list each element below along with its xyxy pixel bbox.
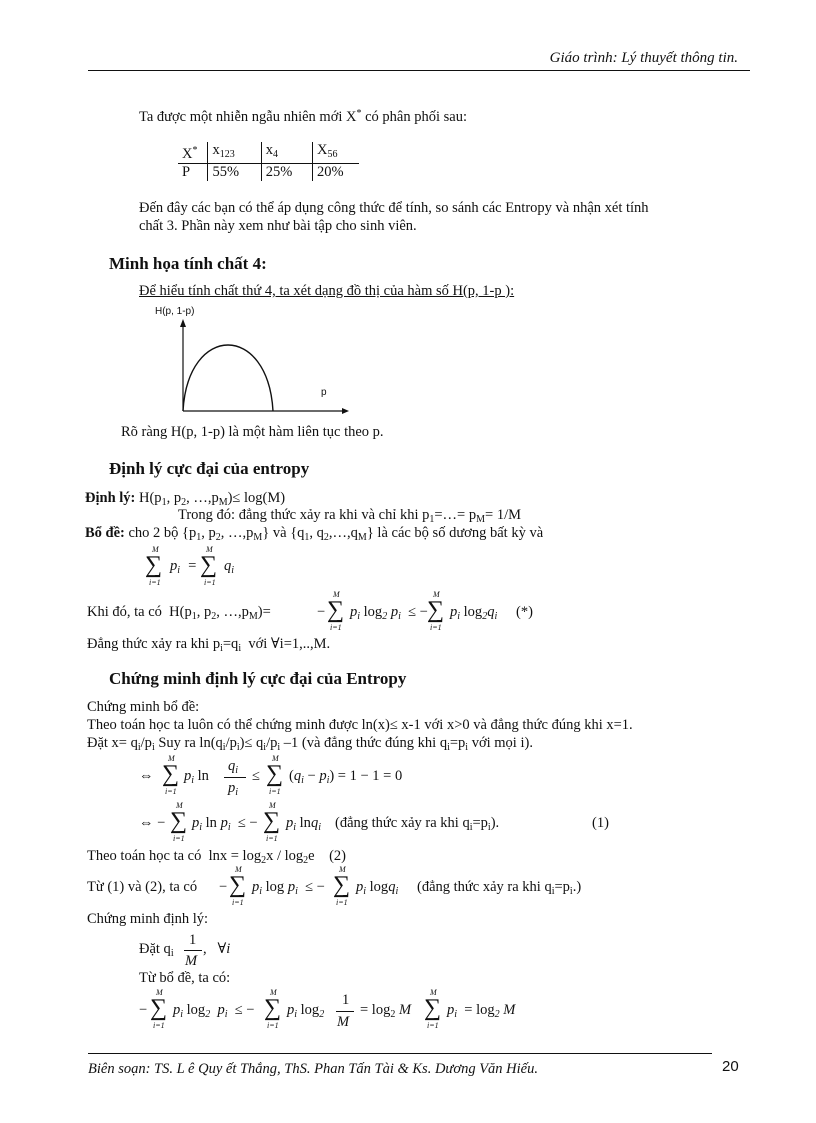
dist-row-label: P: [182, 164, 191, 180]
theorem-where: Trong đó: đẳng thức xảy ra khi và chỉ khi $p_1=\dots= p_M= 1/M$: [178, 507, 521, 525]
star-label: (*): [516, 604, 533, 620]
header-rule: [88, 70, 750, 71]
dist-cell-x123: 55%: [208, 164, 261, 182]
proof-line-d: Từ (1) và (2), ta có: [87, 879, 198, 895]
graph-x-label: p: [321, 387, 327, 398]
footer-authors: Biên soạn: TS. L ê Quy ết Thắng, ThS. Phan Tấn Tài & Ks. Dương Văn Hiếu.: [88, 1061, 538, 1077]
intro-text: Ta được một nhiễn ngẫu nhiên mới X* có phân phối sau:: [139, 108, 468, 125]
graph-y-label: H(p, 1-p): [155, 306, 195, 317]
eq1-number: (1): [592, 815, 609, 831]
from-lemma: Từ bổ đề, ta có:: [139, 970, 231, 986]
section1-desc: Để hiểu tính chất thứ 4, ta xét dạng đồ thị của hàm số H(p, 1-p ):: [139, 283, 515, 299]
section3-title: Chứng minh định lý cực đại của Entropy: [109, 669, 407, 688]
para1-line1: Đến đây các bạn có thể áp dụng công thức để tính, so sánh các Entropy và nhận xét tính: [139, 200, 649, 216]
section1-title: Minh họa tính chất 4:: [109, 254, 267, 273]
distribution-table: X* $x_{123}$ $x_4$ $X_{56}$ P 55% 25% 20%: [178, 142, 359, 181]
proof-line-b: Đặt $x= q_i/p_i$ Suy ra $\ln(q_i/p_i)\le q_i/p_i$ –1 (và đẳng thức đúng khi $q_i=p_i$ với mọi i).: [87, 735, 533, 753]
section2-title: Định lý cực đại của entropy: [109, 459, 310, 478]
theorem-statement: $H(p_1$, $p_2$, $\dots,p_M)\le \log(M)$: [139, 490, 286, 508]
equality-condition: Đẳng thức xảy ra khi $p_i=q_i$ với ∀i=1,..,M.: [87, 636, 331, 654]
footer-rule: [88, 1053, 712, 1054]
page-number: 20: [722, 1058, 739, 1075]
proof-lemma-label: Chứng minh bổ đề:: [87, 699, 200, 715]
eq1-note: (đẳng thức xảy ra khi $q_i=p_i$).: [335, 815, 500, 833]
dist-cell-x4: 25%: [261, 164, 312, 182]
header-title: Giáo trình: Lý thuyết thông tin.: [549, 50, 738, 66]
dist-cell-x56: 20%: [312, 164, 359, 182]
proof-line-a: Theo toán học ta luôn có thể chứng minh được ln(x)≤ x-1 với x>0 và đẳng thức đúng khi x=1.: [87, 717, 633, 733]
then-text: Khi đó, ta có $H(p_1$, $p_2$, $\dots,p_M)=$: [87, 604, 271, 622]
theorem-line: Định lý: $H(p_1$, $p_2$, $\dots,p_M)\le \log(M)$: [85, 490, 286, 508]
proof-line-c: Theo toán học ta có $\ln x = \log_2x / \log_2e$ (2): [87, 848, 346, 866]
graph-illustration: [152, 303, 352, 415]
para1-line2: chất 3. Phần này xem như bài tập cho sinh viên.: [139, 218, 417, 234]
section1-after: Rõ ràng H(p, 1-p) là một hàm liên tục theo p.: [121, 424, 384, 440]
line-d-note: (đẳng thức xảy ra khi $q_i=p_i$.): [417, 879, 582, 897]
lemma-line: Bổ đề: cho 2 bộ {$p_1$, $p_2$, $\dots,p_M$} và {$q_1$, $q_2,\dots,q_M$} là các bộ số dương bất kỳ và: [85, 525, 544, 543]
proof-theorem-label: Chứng minh định lý:: [87, 911, 209, 927]
graph-box: [152, 303, 352, 415]
